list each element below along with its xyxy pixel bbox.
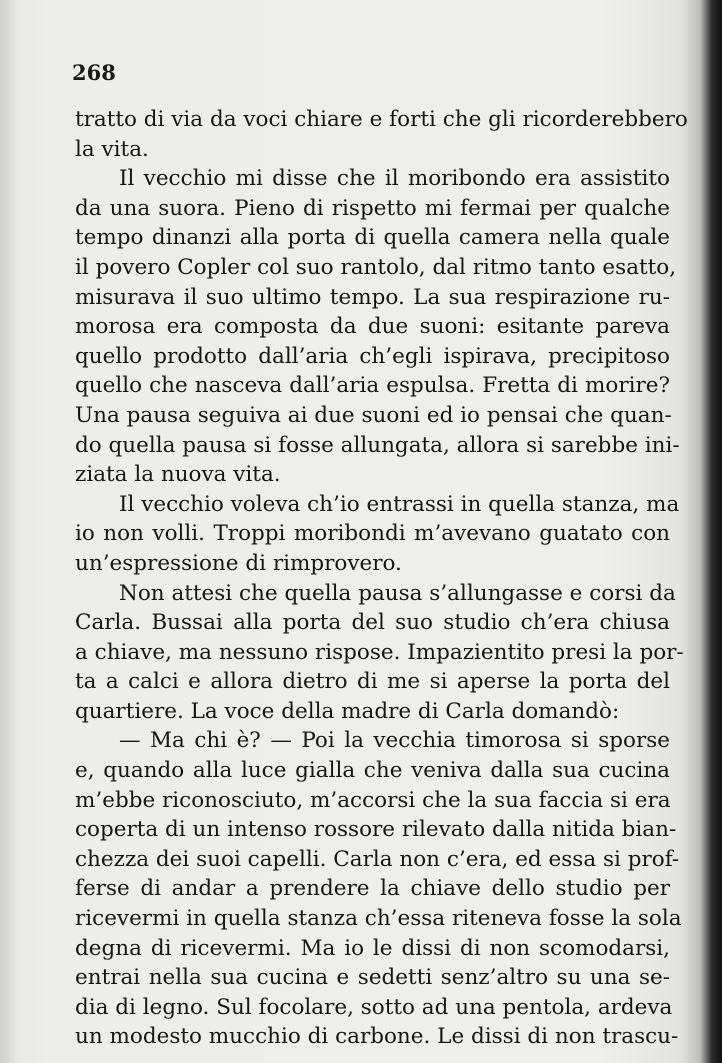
text-line: dia di legno. Sul focolare, sotto ad una pentola, ardeva [75, 994, 673, 1020]
page-number: 268 [72, 60, 116, 85]
text-line: quello prodotto dall’aria ch’egli ispirava, precipitoso [75, 343, 670, 369]
text-line: io non volli. Troppi moribondi m’avevano guatato con [75, 521, 670, 547]
text-line: un modesto mucchio di carbone. Le dissi di non trascu- [75, 1024, 679, 1050]
paragraph-first-line: Il vecchio mi disse che il moribondo era assistito [119, 166, 670, 192]
text-line: Una pausa seguiva ai due suoni ed io pensai che quan- [75, 402, 672, 428]
text-line: ta a calci e allora dietro di me si aperse la porta del [75, 669, 670, 695]
text-line: la vita. [75, 136, 149, 162]
text-line: da una suora. Pieno di rispetto mi fermai per qualche [75, 195, 670, 221]
text-line: entrai nella sua cucina e sedetti senz’altro su una se- [75, 965, 670, 991]
text-line: morosa era composta da due suoni: esitante pareva [75, 314, 670, 340]
text-line: coperta di un intenso rossore rilevato dalla nitida bian- [75, 817, 677, 843]
text-line: ziata la nuova vita. [75, 462, 281, 488]
text-line: ferse di andar a prendere la chiave dello studio per [75, 876, 670, 902]
text-line: il povero Copler col suo rantolo, dal ritmo tanto esatto, [75, 254, 677, 280]
text-line: tratto di via da voci chiare e forti che gli ricorderebbero [75, 107, 688, 132]
text-line: un’espressione di rimprovero. [75, 550, 402, 576]
text-line: Carla. Bussai alla porta del suo studio ch’era chiusa [75, 610, 670, 636]
text-line: a chiave, ma nessuno rispose. Impazientito presi la por- [75, 639, 684, 665]
body-text [75, 105, 688, 1052]
text-line: m’ebbe riconosciuto, m’accorsi che la sua faccia si era [75, 787, 671, 813]
text-line: e, quando alla luce gialla che veniva dalla sua cucina [75, 758, 670, 784]
text-line: tempo dinanzi alla porta di quella camera nella quale [75, 225, 670, 251]
paragraph-first-line: — Ma chi è? — Poi la vecchia timorosa si sporse [119, 728, 670, 754]
paragraph-first-line: Non attesi che quella pausa s’allungasse e corsi da [119, 580, 676, 606]
text-line: do quella pausa si fosse allungata, allora si sarebbe ini- [75, 432, 680, 458]
text-line: misurava il suo ultimo tempo. La sua respirazione ru- [75, 284, 670, 310]
text-line: degna di ricevermi. Ma io le dissi di non scomodarsi, [75, 935, 670, 961]
text-line: quello che nasceva dall’aria espulsa. Fretta di morire? [75, 373, 670, 399]
text-line: chezza dei suoi capelli. Carla non c’era, ed essa si prof- [75, 846, 680, 872]
text-line: quartiere. La voce della madre di Carla domandò: [75, 698, 620, 724]
paragraph-first-line: Il vecchio voleva ch’io entrassi in quella stanza, ma [119, 491, 680, 517]
text-line: ricevermi in quella stanza ch’essa riteneva fosse la sola [75, 906, 682, 932]
